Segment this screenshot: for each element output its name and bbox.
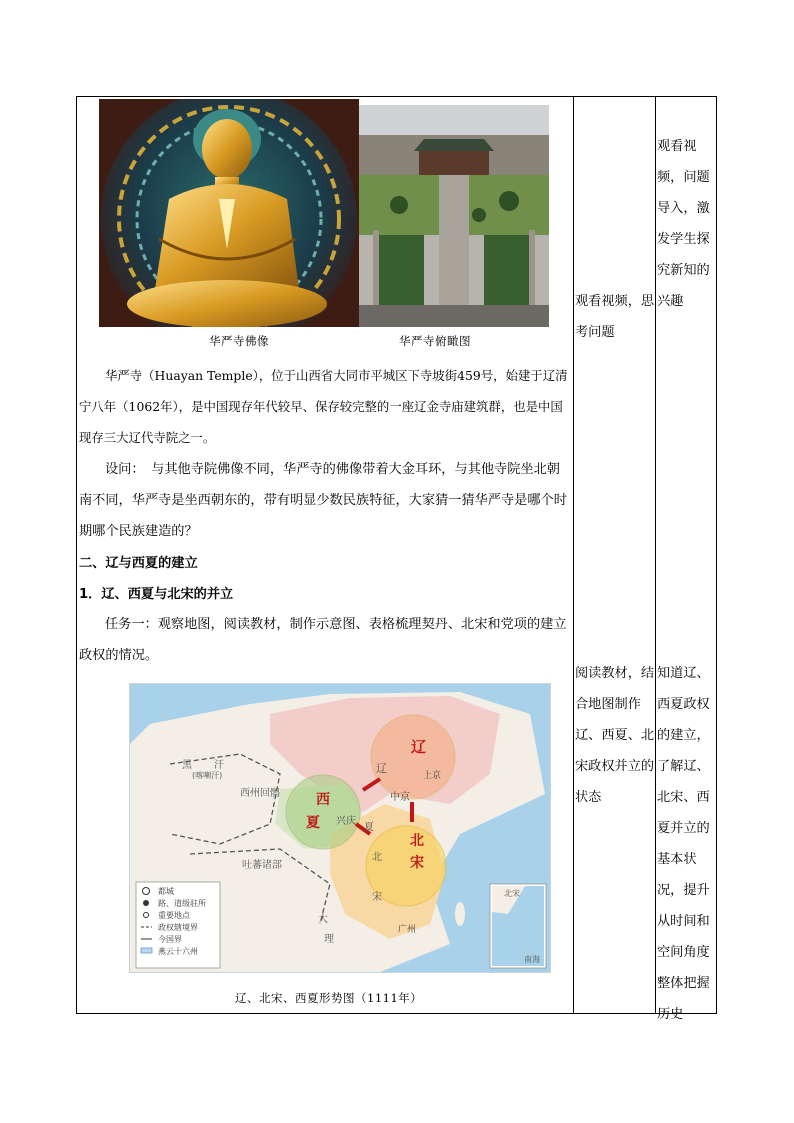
map-label-guangzhou: 广州: [398, 925, 417, 935]
subsection-heading: 1．辽、西夏与北宋的并立: [79, 587, 234, 602]
map-label-zhongjing: 中京: [390, 792, 410, 803]
section-heading: 二、辽与西夏的建立: [79, 556, 198, 571]
map-label-inset: 北宋: [504, 889, 520, 898]
map-label-hei: 黑: [182, 760, 192, 771]
map-label-song-small: 宋: [372, 892, 382, 903]
map-label-nanhai: 南海: [524, 955, 540, 964]
intro-paragraph: 华严寺（Huayan Temple），位于山西省大同市平城区下寺坡街459号，始建于辽清宁八年（1062年），是中国现存年代较早、保存较完整的一座辽金寺庙建筑群，也是中国现存三大辽代寺院之一。: [79, 368, 568, 445]
legend-item: 都城: [158, 887, 174, 896]
lesson-table: [76, 96, 717, 1022]
student-activity-2: 阅读教材，结合地图制作辽、西夏、北宋政权并立的状态: [575, 666, 655, 805]
column-divider: [573, 97, 574, 1013]
column-divider: [655, 97, 656, 1013]
question-paragraph: 设问： 与其他寺院佛像不同，华严寺的佛像带着大金耳环，与其他寺院坐北朝南不同，华严寺是坐西朝东的，带有明显少数民族特征，大家猜一猜华严寺是哪个时期哪个民族建造的？: [79, 462, 567, 539]
map-label-xia: 夏: [306, 815, 320, 831]
map-label-bei-small: 北: [372, 852, 382, 863]
map-label-liao: 辽: [411, 738, 427, 756]
task-paragraph: 任务一：观察地图，阅读教材，制作示意图、表格梳理契丹、北宋和党项的建立政权的情况。: [79, 617, 567, 663]
liao-song-xia-map: [129, 683, 551, 973]
map-label-kara: (喀喇汗): [192, 771, 223, 780]
legend-item: 重要地点: [158, 911, 190, 920]
map-label-xi: 西: [316, 792, 330, 808]
map-label-bei: 北: [410, 833, 424, 849]
legend-item: 今国界: [158, 935, 182, 944]
map-caption: 辽、北宋、西夏形势图（1111年）: [235, 991, 423, 1005]
map-label-dali-da: 大: [318, 914, 328, 925]
map-label-dali-li: 理: [324, 934, 334, 945]
buddha-statue-image: [99, 99, 359, 327]
map-label-shangjing: 上京: [423, 771, 442, 781]
teaching-content-cell: [77, 97, 573, 1013]
temple-aerial-image: [359, 105, 549, 327]
aerial-caption: 华严寺俯瞰图: [399, 334, 471, 348]
legend-item: 政权辖境界: [158, 923, 198, 932]
design-intent-2: 知道辽、西夏政权的建立，了解辽、北宋、西夏并立的基本状况，提升从时间和空间角度整体把握历史: [657, 666, 710, 1022]
map-label-han: 汗: [214, 760, 224, 771]
statue-caption: 华严寺佛像: [209, 334, 269, 348]
map-label-xizhou: 西州回鹘: [240, 788, 280, 799]
map-label-xia-small: 夏: [364, 822, 374, 833]
map-label-liao-small: 辽: [376, 762, 387, 775]
map-label-song: 宋: [410, 855, 424, 871]
map-label-xingqing: 兴庆: [336, 816, 356, 827]
legend-item: 路、道级驻所: [158, 899, 206, 908]
student-activity-1: 观看视频，思考问题: [575, 294, 655, 340]
map-label-tubo: 吐蕃诸部: [242, 860, 282, 871]
legend-item: 燕云十六州: [158, 947, 198, 956]
design-intent-1: 观看视频，问题导入，激发学生探究新知的兴趣: [657, 139, 710, 309]
